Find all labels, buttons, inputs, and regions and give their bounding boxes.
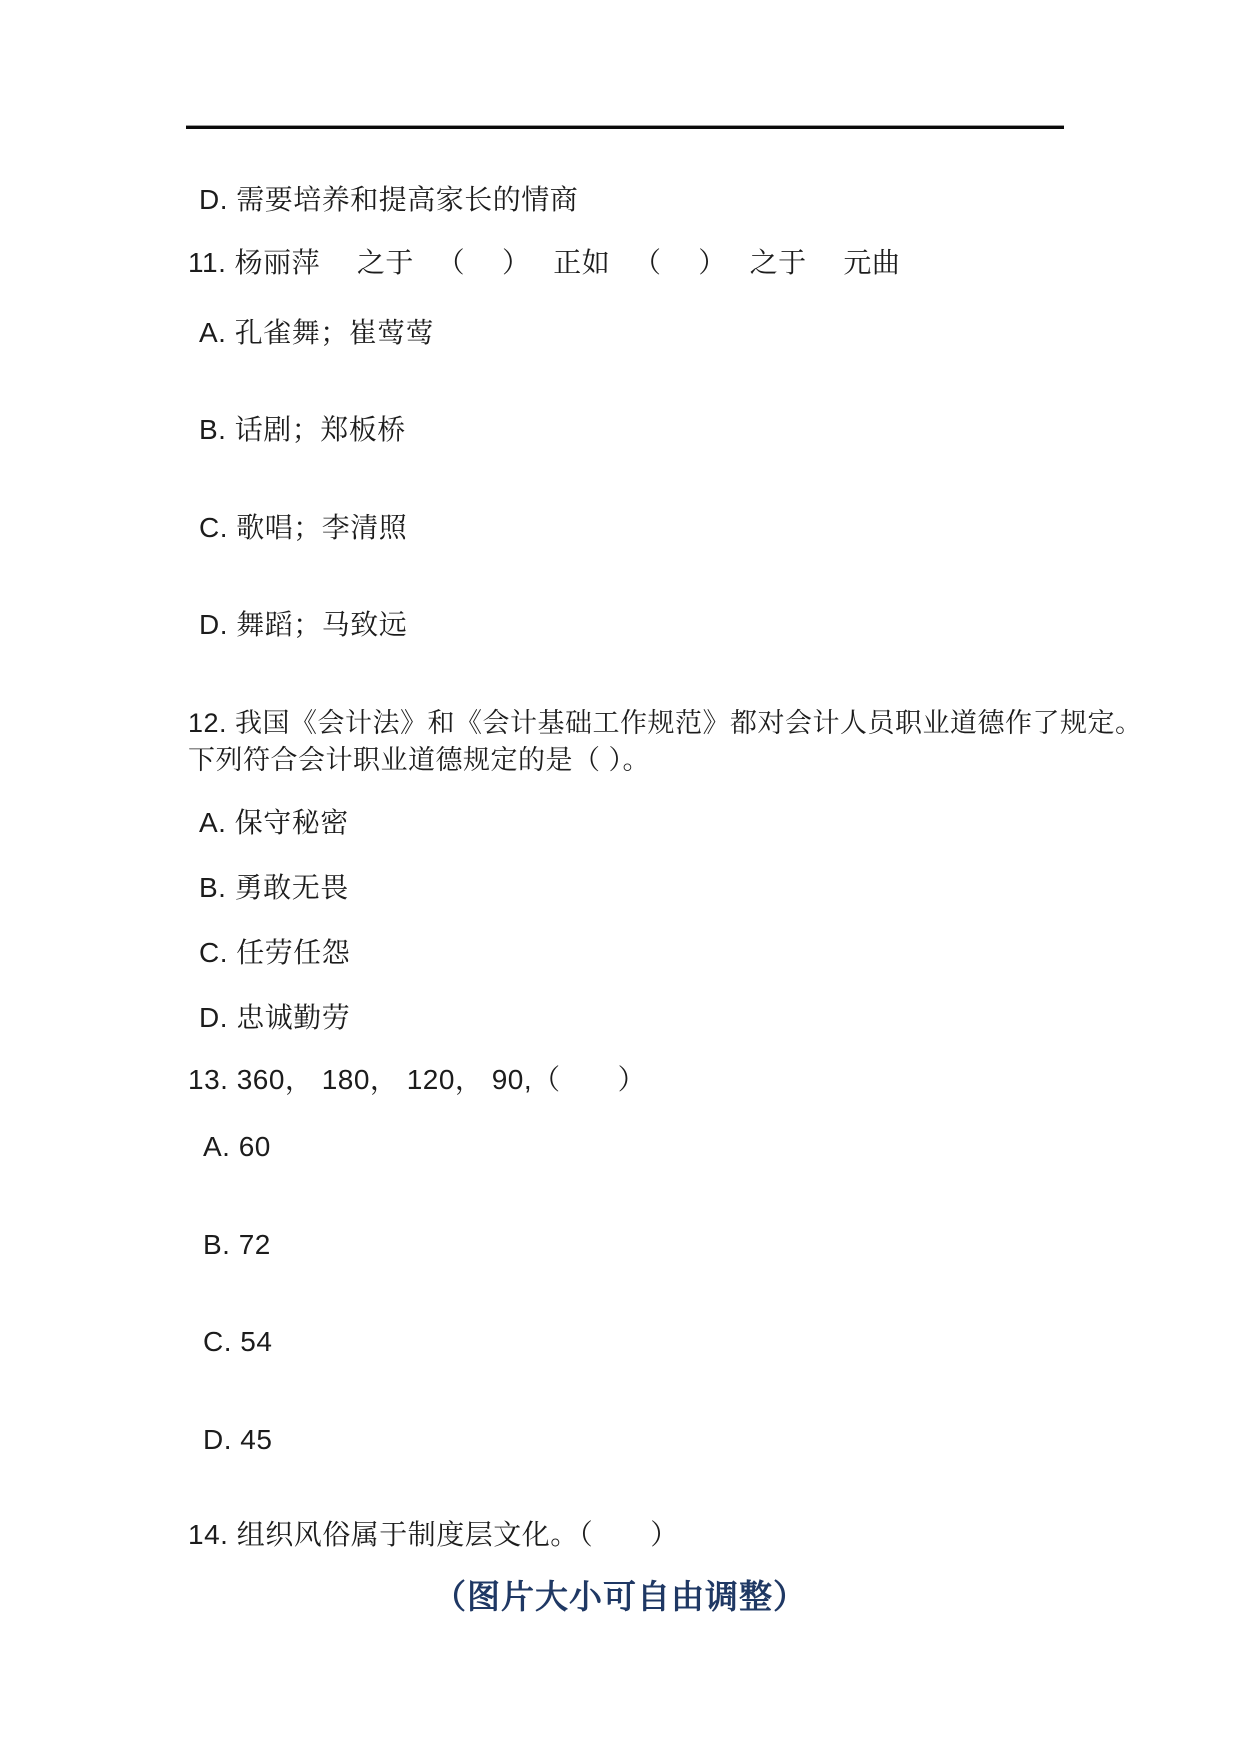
question-11-option-a: A. 孔雀舞；崔莺莺	[199, 317, 435, 348]
question-11-stem: 11. 杨丽萍 之于 （ ） 正如 （ ） 之于 元曲	[188, 247, 901, 278]
question-12-stem-line-1: 12. 我国《会计法》和《会计基础工作规范》都对会计人员职业道德作了规定。	[188, 708, 1143, 738]
question-14-stem: 14. 组织风俗属于制度层文化。（ ）	[188, 1519, 679, 1550]
question-13-option-a: A. 60	[203, 1131, 271, 1162]
header-separator-rule	[186, 125, 1064, 129]
question-13-stem: 13. 360， 180， 120， 90,（ ）	[188, 1064, 647, 1095]
question-11-option-c: C. 歌唱；李清照	[199, 512, 408, 543]
question-12-option-d: D. 忠诚勤劳	[199, 1002, 351, 1033]
image-resize-note: （图片大小可自由调整）	[433, 1580, 807, 1616]
question-11-option-b: B. 话剧；郑板桥	[199, 414, 406, 445]
question-13-option-d: D. 45	[203, 1424, 273, 1455]
question-10-option-d: D. 需要培养和提高家长的情商	[199, 184, 579, 215]
question-13-option-b: B. 72	[203, 1229, 271, 1260]
question-12-option-c: C. 任劳任怨	[199, 937, 351, 968]
question-12-option-b: B. 勇敢无畏	[199, 872, 349, 903]
question-12-option-a: A. 保守秘密	[199, 807, 349, 838]
question-11-option-d: D. 舞蹈；马致远	[199, 609, 408, 640]
header-separator-rule-line	[186, 126, 1064, 129]
question-13-option-c: C. 54	[203, 1326, 273, 1357]
question-12-stem-line-2: 下列符合会计职业道德规定的是（ ）。	[188, 745, 651, 775]
